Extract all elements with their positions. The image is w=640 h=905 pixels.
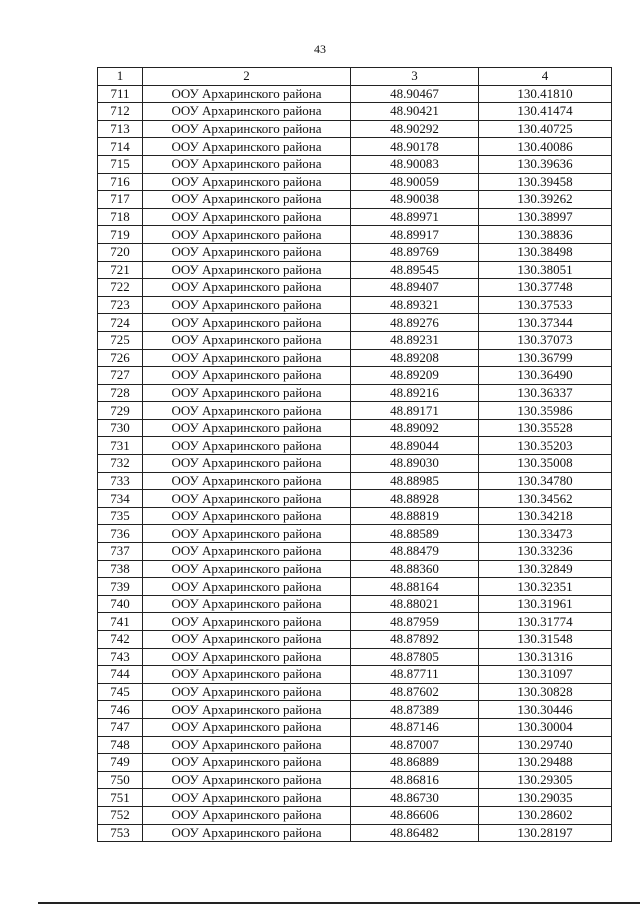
organization-cell: ООУ Архаринского района bbox=[143, 103, 351, 121]
organization-cell: ООУ Архаринского района bbox=[143, 208, 351, 226]
longitude-cell: 130.38836 bbox=[479, 226, 612, 244]
organization-cell: ООУ Архаринского района bbox=[143, 648, 351, 666]
latitude-cell: 48.89231 bbox=[351, 331, 479, 349]
table-row bbox=[98, 155, 612, 173]
latitude-cell: 48.89044 bbox=[351, 437, 479, 455]
row-number-cell: 745 bbox=[98, 683, 143, 701]
organization-cell: ООУ Архаринского района bbox=[143, 226, 351, 244]
latitude-cell: 48.86482 bbox=[351, 824, 479, 842]
longitude-cell: 130.35528 bbox=[479, 419, 612, 437]
organization-cell: ООУ Архаринского района bbox=[143, 472, 351, 490]
table-row bbox=[98, 296, 612, 314]
longitude-cell: 130.35203 bbox=[479, 437, 612, 455]
longitude-cell: 130.37344 bbox=[479, 314, 612, 332]
latitude-cell: 48.87146 bbox=[351, 718, 479, 736]
latitude-cell: 48.88021 bbox=[351, 595, 479, 613]
latitude-cell: 48.89769 bbox=[351, 243, 479, 261]
longitude-cell: 130.29740 bbox=[479, 736, 612, 754]
longitude-cell: 130.31774 bbox=[479, 613, 612, 631]
organization-cell: ООУ Архаринского района bbox=[143, 771, 351, 789]
table-row bbox=[98, 243, 612, 261]
row-number-cell: 713 bbox=[98, 120, 143, 138]
longitude-cell: 130.34218 bbox=[479, 507, 612, 525]
organization-cell: ООУ Архаринского района bbox=[143, 331, 351, 349]
table-row bbox=[98, 349, 612, 367]
longitude-cell: 130.31097 bbox=[479, 666, 612, 684]
latitude-cell: 48.87805 bbox=[351, 648, 479, 666]
row-number-cell: 744 bbox=[98, 666, 143, 684]
latitude-cell: 48.89321 bbox=[351, 296, 479, 314]
row-number-cell: 720 bbox=[98, 243, 143, 261]
row-number-cell: 717 bbox=[98, 191, 143, 209]
table-row bbox=[98, 806, 612, 824]
latitude-cell: 48.86816 bbox=[351, 771, 479, 789]
table-row bbox=[98, 208, 612, 226]
row-number-cell: 739 bbox=[98, 578, 143, 596]
row-number-cell: 724 bbox=[98, 314, 143, 332]
row-number-cell: 711 bbox=[98, 85, 143, 103]
longitude-cell: 130.29035 bbox=[479, 789, 612, 807]
table-row bbox=[98, 666, 612, 684]
organization-cell: ООУ Архаринского района bbox=[143, 613, 351, 631]
organization-cell: ООУ Архаринского района bbox=[143, 736, 351, 754]
organization-cell: ООУ Архаринского района bbox=[143, 384, 351, 402]
organization-cell: ООУ Архаринского района bbox=[143, 85, 351, 103]
longitude-cell: 130.32849 bbox=[479, 560, 612, 578]
latitude-cell: 48.88479 bbox=[351, 543, 479, 561]
table-row bbox=[98, 543, 612, 561]
longitude-cell: 130.30446 bbox=[479, 701, 612, 719]
row-number-cell: 748 bbox=[98, 736, 143, 754]
organization-cell: ООУ Архаринского района bbox=[143, 806, 351, 824]
latitude-cell: 48.90421 bbox=[351, 103, 479, 121]
table-row bbox=[98, 191, 612, 209]
latitude-cell: 48.87602 bbox=[351, 683, 479, 701]
organization-cell: ООУ Архаринского района bbox=[143, 120, 351, 138]
longitude-cell: 130.35008 bbox=[479, 455, 612, 473]
row-number-cell: 716 bbox=[98, 173, 143, 191]
longitude-cell: 130.37073 bbox=[479, 331, 612, 349]
table-row bbox=[98, 455, 612, 473]
longitude-cell: 130.41474 bbox=[479, 103, 612, 121]
latitude-cell: 48.88819 bbox=[351, 507, 479, 525]
latitude-cell: 48.89216 bbox=[351, 384, 479, 402]
organization-cell: ООУ Архаринского района bbox=[143, 525, 351, 543]
organization-cell: ООУ Архаринского района bbox=[143, 155, 351, 173]
longitude-cell: 130.39262 bbox=[479, 191, 612, 209]
row-number-cell: 732 bbox=[98, 455, 143, 473]
latitude-cell: 48.88164 bbox=[351, 578, 479, 596]
table-row bbox=[98, 683, 612, 701]
organization-cell: ООУ Архаринского района bbox=[143, 191, 351, 209]
organization-cell: ООУ Архаринского района bbox=[143, 455, 351, 473]
organization-cell: ООУ Архаринского района bbox=[143, 349, 351, 367]
table-row bbox=[98, 279, 612, 297]
header-col-1: 1 bbox=[98, 68, 143, 86]
organization-cell: ООУ Архаринского района bbox=[143, 490, 351, 508]
latitude-cell: 48.90292 bbox=[351, 120, 479, 138]
header-col-2: 2 bbox=[143, 68, 351, 86]
latitude-cell: 48.89030 bbox=[351, 455, 479, 473]
row-number-cell: 733 bbox=[98, 472, 143, 490]
organization-cell: ООУ Архаринского района bbox=[143, 824, 351, 842]
table-row bbox=[98, 85, 612, 103]
row-number-cell: 712 bbox=[98, 103, 143, 121]
organization-cell: ООУ Архаринского района bbox=[143, 578, 351, 596]
row-number-cell: 749 bbox=[98, 754, 143, 772]
latitude-cell: 48.87711 bbox=[351, 666, 479, 684]
table-row bbox=[98, 701, 612, 719]
coordinates-table-container bbox=[97, 67, 612, 842]
latitude-cell: 48.88928 bbox=[351, 490, 479, 508]
row-number-cell: 737 bbox=[98, 543, 143, 561]
longitude-cell: 130.41810 bbox=[479, 85, 612, 103]
row-number-cell: 747 bbox=[98, 718, 143, 736]
table-row bbox=[98, 595, 612, 613]
table-row bbox=[98, 525, 612, 543]
row-number-cell: 741 bbox=[98, 613, 143, 631]
latitude-cell: 48.90059 bbox=[351, 173, 479, 191]
row-number-cell: 723 bbox=[98, 296, 143, 314]
latitude-cell: 48.89208 bbox=[351, 349, 479, 367]
row-number-cell: 735 bbox=[98, 507, 143, 525]
longitude-cell: 130.37748 bbox=[479, 279, 612, 297]
row-number-cell: 725 bbox=[98, 331, 143, 349]
table-row bbox=[98, 771, 612, 789]
longitude-cell: 130.28197 bbox=[479, 824, 612, 842]
table-row bbox=[98, 560, 612, 578]
table-row bbox=[98, 613, 612, 631]
table-row bbox=[98, 261, 612, 279]
organization-cell: ООУ Архаринского района bbox=[143, 138, 351, 156]
table-row bbox=[98, 824, 612, 842]
page-number: 43 bbox=[314, 42, 326, 56]
longitude-cell: 130.29488 bbox=[479, 754, 612, 772]
row-number-cell: 731 bbox=[98, 437, 143, 455]
row-number-cell: 718 bbox=[98, 208, 143, 226]
organization-cell: ООУ Архаринского района bbox=[143, 683, 351, 701]
organization-cell: ООУ Архаринского района bbox=[143, 754, 351, 772]
table-row bbox=[98, 226, 612, 244]
organization-cell: ООУ Архаринского района bbox=[143, 419, 351, 437]
row-number-cell: 746 bbox=[98, 701, 143, 719]
table-body bbox=[98, 85, 612, 842]
longitude-cell: 130.30828 bbox=[479, 683, 612, 701]
row-number-cell: 730 bbox=[98, 419, 143, 437]
organization-cell: ООУ Архаринского района bbox=[143, 173, 351, 191]
organization-cell: ООУ Архаринского района bbox=[143, 314, 351, 332]
row-number-cell: 714 bbox=[98, 138, 143, 156]
table-row bbox=[98, 718, 612, 736]
table-row bbox=[98, 103, 612, 121]
longitude-cell: 130.38997 bbox=[479, 208, 612, 226]
organization-cell: ООУ Архаринского района bbox=[143, 666, 351, 684]
latitude-cell: 48.86730 bbox=[351, 789, 479, 807]
row-number-cell: 736 bbox=[98, 525, 143, 543]
longitude-cell: 130.40725 bbox=[479, 120, 612, 138]
row-number-cell: 751 bbox=[98, 789, 143, 807]
latitude-cell: 48.90083 bbox=[351, 155, 479, 173]
row-number-cell: 726 bbox=[98, 349, 143, 367]
header-col-4: 4 bbox=[479, 68, 612, 86]
table-row bbox=[98, 631, 612, 649]
row-number-cell: 742 bbox=[98, 631, 143, 649]
table-row bbox=[98, 138, 612, 156]
latitude-cell: 48.89209 bbox=[351, 367, 479, 385]
latitude-cell: 48.89276 bbox=[351, 314, 479, 332]
longitude-cell: 130.36490 bbox=[479, 367, 612, 385]
table-header bbox=[98, 68, 612, 86]
latitude-cell: 48.88985 bbox=[351, 472, 479, 490]
table-row bbox=[98, 331, 612, 349]
longitude-cell: 130.31961 bbox=[479, 595, 612, 613]
header-row bbox=[98, 68, 612, 86]
row-number-cell: 721 bbox=[98, 261, 143, 279]
table-row bbox=[98, 578, 612, 596]
organization-cell: ООУ Архаринского района bbox=[143, 701, 351, 719]
longitude-cell: 130.29305 bbox=[479, 771, 612, 789]
row-number-cell: 734 bbox=[98, 490, 143, 508]
latitude-cell: 48.89545 bbox=[351, 261, 479, 279]
longitude-cell: 130.31316 bbox=[479, 648, 612, 666]
row-number-cell: 722 bbox=[98, 279, 143, 297]
table-row bbox=[98, 367, 612, 385]
table-row bbox=[98, 437, 612, 455]
row-number-cell: 738 bbox=[98, 560, 143, 578]
table-row bbox=[98, 402, 612, 420]
organization-cell: ООУ Архаринского района bbox=[143, 507, 351, 525]
organization-cell: ООУ Архаринского района bbox=[143, 595, 351, 613]
longitude-cell: 130.33236 bbox=[479, 543, 612, 561]
longitude-cell: 130.28602 bbox=[479, 806, 612, 824]
table-row bbox=[98, 754, 612, 772]
organization-cell: ООУ Архаринского района bbox=[143, 631, 351, 649]
latitude-cell: 48.89171 bbox=[351, 402, 479, 420]
longitude-cell: 130.36799 bbox=[479, 349, 612, 367]
latitude-cell: 48.86606 bbox=[351, 806, 479, 824]
longitude-cell: 130.39636 bbox=[479, 155, 612, 173]
longitude-cell: 130.39458 bbox=[479, 173, 612, 191]
latitude-cell: 48.87959 bbox=[351, 613, 479, 631]
table-row bbox=[98, 507, 612, 525]
row-number-cell: 750 bbox=[98, 771, 143, 789]
table-row bbox=[98, 120, 612, 138]
latitude-cell: 48.89971 bbox=[351, 208, 479, 226]
table-row bbox=[98, 384, 612, 402]
latitude-cell: 48.89917 bbox=[351, 226, 479, 244]
row-number-cell: 743 bbox=[98, 648, 143, 666]
latitude-cell: 48.90178 bbox=[351, 138, 479, 156]
organization-cell: ООУ Архаринского района bbox=[143, 243, 351, 261]
row-number-cell: 729 bbox=[98, 402, 143, 420]
header-col-3: 3 bbox=[351, 68, 479, 86]
table-row bbox=[98, 314, 612, 332]
table-row bbox=[98, 490, 612, 508]
row-number-cell: 752 bbox=[98, 806, 143, 824]
latitude-cell: 48.88589 bbox=[351, 525, 479, 543]
latitude-cell: 48.88360 bbox=[351, 560, 479, 578]
longitude-cell: 130.34562 bbox=[479, 490, 612, 508]
row-number-cell: 728 bbox=[98, 384, 143, 402]
longitude-cell: 130.40086 bbox=[479, 138, 612, 156]
longitude-cell: 130.36337 bbox=[479, 384, 612, 402]
organization-cell: ООУ Архаринского района bbox=[143, 789, 351, 807]
latitude-cell: 48.87007 bbox=[351, 736, 479, 754]
longitude-cell: 130.34780 bbox=[479, 472, 612, 490]
longitude-cell: 130.35986 bbox=[479, 402, 612, 420]
row-number-cell: 740 bbox=[98, 595, 143, 613]
latitude-cell: 48.86889 bbox=[351, 754, 479, 772]
row-number-cell: 753 bbox=[98, 824, 143, 842]
latitude-cell: 48.89407 bbox=[351, 279, 479, 297]
coordinates-table bbox=[97, 67, 612, 842]
table-row bbox=[98, 173, 612, 191]
latitude-cell: 48.89092 bbox=[351, 419, 479, 437]
row-number-cell: 727 bbox=[98, 367, 143, 385]
row-number-cell: 715 bbox=[98, 155, 143, 173]
page-bottom-rule bbox=[38, 902, 640, 904]
organization-cell: ООУ Архаринского района bbox=[143, 437, 351, 455]
table-row bbox=[98, 472, 612, 490]
organization-cell: ООУ Архаринского района bbox=[143, 296, 351, 314]
table-row bbox=[98, 789, 612, 807]
longitude-cell: 130.38498 bbox=[479, 243, 612, 261]
table-row bbox=[98, 419, 612, 437]
organization-cell: ООУ Архаринского района bbox=[143, 543, 351, 561]
organization-cell: ООУ Архаринского района bbox=[143, 402, 351, 420]
organization-cell: ООУ Архаринского района bbox=[143, 279, 351, 297]
organization-cell: ООУ Архаринского района bbox=[143, 367, 351, 385]
latitude-cell: 48.90038 bbox=[351, 191, 479, 209]
latitude-cell: 48.87892 bbox=[351, 631, 479, 649]
longitude-cell: 130.38051 bbox=[479, 261, 612, 279]
row-number-cell: 719 bbox=[98, 226, 143, 244]
longitude-cell: 130.30004 bbox=[479, 718, 612, 736]
latitude-cell: 48.90467 bbox=[351, 85, 479, 103]
longitude-cell: 130.32351 bbox=[479, 578, 612, 596]
longitude-cell: 130.31548 bbox=[479, 631, 612, 649]
longitude-cell: 130.37533 bbox=[479, 296, 612, 314]
organization-cell: ООУ Архаринского района bbox=[143, 718, 351, 736]
longitude-cell: 130.33473 bbox=[479, 525, 612, 543]
latitude-cell: 48.87389 bbox=[351, 701, 479, 719]
table-row bbox=[98, 736, 612, 754]
organization-cell: ООУ Архаринского района bbox=[143, 261, 351, 279]
organization-cell: ООУ Архаринского района bbox=[143, 560, 351, 578]
table-row bbox=[98, 648, 612, 666]
